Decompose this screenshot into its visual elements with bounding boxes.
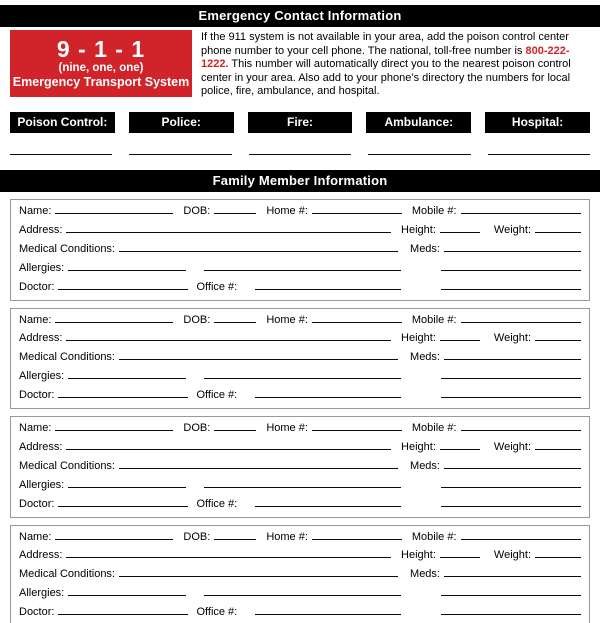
emergency-contacts-lines — [10, 154, 590, 155]
meds-blank-line-2 — [441, 378, 581, 379]
member-row-medical — [19, 565, 581, 584]
member-block — [10, 308, 590, 410]
contact-blank-cell-poison-control — [10, 154, 112, 155]
address-blank-line — [66, 340, 391, 341]
dob-label: DOB: — [183, 422, 211, 435]
intro-text-after: This number will automatically direct you to the nearest poison control center in your area. Also add to your phone’s directory the numbers for local police, fire, ambulance, and hospital. — [201, 58, 571, 98]
height-label: Height: — [401, 440, 436, 453]
office-phone-blank-line — [255, 506, 401, 507]
meds-blank-line — [444, 359, 581, 360]
poison-control-phone-number: 800-222-1222. — [201, 44, 570, 71]
home-phone-label: Home #: — [266, 530, 308, 543]
mobile-phone-blank-line — [461, 322, 581, 323]
meds-blank-line-2 — [441, 595, 581, 596]
meds-label: Meds: — [410, 568, 440, 581]
name-label: Name: — [19, 204, 52, 217]
emergency-info-section — [10, 30, 590, 99]
mobile-phone-label: Mobile #: — [411, 530, 457, 543]
dob-blank-line — [214, 322, 256, 323]
member-row-allergies — [19, 367, 581, 386]
weight-label: Weight: — [493, 440, 531, 453]
member-block — [10, 525, 590, 623]
dob-blank-line — [214, 213, 256, 214]
doctor-blank-line — [58, 614, 188, 615]
office-phone-label: Office #: — [196, 280, 238, 293]
member-row-address — [19, 221, 581, 240]
doctor-blank-line — [58, 506, 188, 507]
family-header-bar — [0, 170, 600, 192]
medical-conditions-blank-line — [119, 359, 398, 360]
911-callout — [10, 30, 192, 97]
intro-paragraph — [201, 30, 583, 99]
member-row-name — [19, 311, 581, 330]
height-label: Height: — [401, 332, 436, 345]
allergies-blank-line-2 — [204, 595, 401, 596]
office-phone-label: Office #: — [196, 606, 238, 619]
address-blank-line — [66, 232, 391, 233]
weight-label: Weight: — [493, 549, 531, 562]
member-row-address — [19, 329, 581, 348]
weight-label: Weight: — [493, 332, 531, 345]
home-phone-label: Home #: — [266, 204, 308, 217]
weight-blank-line — [535, 449, 581, 450]
member-row-name — [19, 528, 581, 547]
emergency-contact-box-fire: Fire: — [248, 112, 353, 133]
weight-blank-line — [535, 232, 581, 233]
member-row-doctor — [19, 495, 581, 514]
weight-label: Weight: — [493, 223, 531, 236]
allergies-blank-line — [68, 595, 186, 596]
member-row-medical — [19, 240, 581, 259]
medical-conditions-label: Medical Conditions: — [19, 351, 115, 364]
home-phone-label: Home #: — [266, 313, 308, 326]
dob-label: DOB: — [183, 204, 211, 217]
mobile-phone-blank-line — [461, 430, 581, 431]
family-members — [0, 199, 600, 623]
contact-blank-line-ambulance — [368, 154, 470, 155]
home-phone-blank-line — [312, 430, 402, 431]
allergies-blank-line — [68, 378, 186, 379]
weight-blank-line — [535, 557, 581, 558]
emergency-header-title: Emergency Contact Information — [198, 8, 402, 23]
contact-blank-cell-fire — [249, 154, 351, 155]
address-label: Address: — [19, 332, 63, 345]
meds-blank-line-2 — [441, 270, 581, 271]
member-row-medical — [19, 348, 581, 367]
name-blank-line — [55, 213, 173, 214]
member-block — [10, 416, 590, 518]
mobile-phone-label: Mobile #: — [411, 422, 457, 435]
medical-conditions-blank-line — [119, 576, 398, 577]
911-number: 9 - 1 - 1 — [56, 36, 146, 62]
intro-text-before: If the 911 system is not available in your area, add the poison control center phone number to your cell phone. The national, toll-free number is — [201, 31, 569, 57]
home-phone-blank-line — [312, 322, 402, 323]
weight-blank-line — [535, 340, 581, 341]
contact-blank-line-police — [129, 154, 231, 155]
allergies-label: Allergies: — [19, 261, 65, 274]
allergies-label: Allergies: — [19, 587, 65, 600]
office-phone-blank-line — [255, 397, 401, 398]
emergency-contact-box-police: Police: — [129, 112, 234, 133]
mobile-phone-blank-line — [461, 213, 581, 214]
meds-blank-line — [444, 576, 581, 577]
meds-blank-line-3 — [441, 614, 581, 615]
dob-blank-line — [214, 539, 256, 540]
member-row-name — [19, 202, 581, 221]
height-blank-line — [440, 232, 480, 233]
dob-label: DOB: — [183, 530, 211, 543]
meds-blank-line-3 — [441, 289, 581, 290]
member-row-doctor — [19, 278, 581, 297]
911-caption: Emergency Transport System — [12, 75, 190, 89]
doctor-label: Doctor: — [19, 606, 55, 619]
allergies-blank-line-2 — [204, 378, 401, 379]
emergency-contact-box-poison-control: Poison Control: — [10, 112, 115, 133]
office-phone-label: Office #: — [196, 497, 238, 510]
name-blank-line — [55, 322, 173, 323]
doctor-label: Doctor: — [19, 497, 55, 510]
doctor-label: Doctor: — [19, 280, 55, 293]
meds-label: Meds: — [410, 351, 440, 364]
emergency-header-bar — [0, 5, 600, 27]
name-label: Name: — [19, 530, 52, 543]
office-phone-blank-line — [255, 289, 401, 290]
home-phone-label: Home #: — [266, 422, 308, 435]
address-label: Address: — [19, 549, 63, 562]
medical-conditions-label: Medical Conditions: — [19, 459, 115, 472]
medical-conditions-blank-line — [119, 251, 398, 252]
dob-label: DOB: — [183, 313, 211, 326]
office-phone-label: Office #: — [196, 389, 238, 402]
height-label: Height: — [401, 223, 436, 236]
contact-blank-line-fire — [249, 154, 351, 155]
contact-blank-cell-hospital — [488, 154, 590, 155]
member-block — [10, 199, 590, 301]
medical-conditions-label: Medical Conditions: — [19, 568, 115, 581]
name-blank-line — [55, 539, 173, 540]
allergies-blank-line-2 — [204, 270, 401, 271]
member-row-address — [19, 438, 581, 457]
doctor-blank-line — [58, 289, 188, 290]
meds-blank-line — [444, 468, 581, 469]
home-phone-blank-line — [312, 539, 402, 540]
mobile-phone-label: Mobile #: — [411, 313, 457, 326]
doctor-label: Doctor: — [19, 389, 55, 402]
office-phone-blank-line — [255, 614, 401, 615]
meds-blank-line-3 — [441, 506, 581, 507]
contact-blank-cell-police — [129, 154, 231, 155]
contact-blank-line-hospital — [488, 154, 590, 155]
family-header-title: Family Member Information — [212, 172, 388, 188]
meds-label: Meds: — [410, 459, 440, 472]
address-blank-line — [66, 557, 391, 558]
name-label: Name: — [19, 313, 52, 326]
member-row-doctor — [19, 603, 581, 622]
mobile-phone-blank-line — [461, 539, 581, 540]
address-label: Address: — [19, 440, 63, 453]
height-blank-line — [440, 340, 480, 341]
allergies-blank-line — [68, 487, 186, 488]
emergency-contacts-row — [10, 112, 590, 133]
height-blank-line — [440, 449, 480, 450]
dob-blank-line — [214, 430, 256, 431]
member-row-allergies — [19, 476, 581, 495]
home-phone-blank-line — [312, 213, 402, 214]
address-label: Address: — [19, 223, 63, 236]
allergies-label: Allergies: — [19, 478, 65, 491]
doctor-blank-line — [58, 397, 188, 398]
allergies-blank-line-2 — [204, 487, 401, 488]
member-row-allergies — [19, 584, 581, 603]
meds-blank-line — [444, 251, 581, 252]
allergies-blank-line — [68, 270, 186, 271]
meds-blank-line-3 — [441, 397, 581, 398]
name-label: Name: — [19, 422, 52, 435]
contact-blank-line-poison-control — [10, 154, 112, 155]
medical-conditions-label: Medical Conditions: — [19, 242, 115, 255]
member-row-address — [19, 546, 581, 565]
member-row-doctor — [19, 386, 581, 405]
member-row-name — [19, 419, 581, 438]
member-row-allergies — [19, 259, 581, 278]
911-pronunciation: (nine, one, one) — [58, 62, 144, 74]
meds-blank-line-2 — [441, 487, 581, 488]
emergency-contact-box-hospital: Hospital: — [485, 112, 590, 133]
contact-blank-cell-ambulance — [368, 154, 470, 155]
allergies-label: Allergies: — [19, 370, 65, 383]
mobile-phone-label: Mobile #: — [411, 204, 457, 217]
member-row-medical — [19, 457, 581, 476]
emergency-contact-box-ambulance: Ambulance: — [366, 112, 471, 133]
height-label: Height: — [401, 549, 436, 562]
meds-label: Meds: — [410, 242, 440, 255]
address-blank-line — [66, 449, 391, 450]
name-blank-line — [55, 430, 173, 431]
medical-conditions-blank-line — [119, 468, 398, 469]
height-blank-line — [440, 557, 480, 558]
